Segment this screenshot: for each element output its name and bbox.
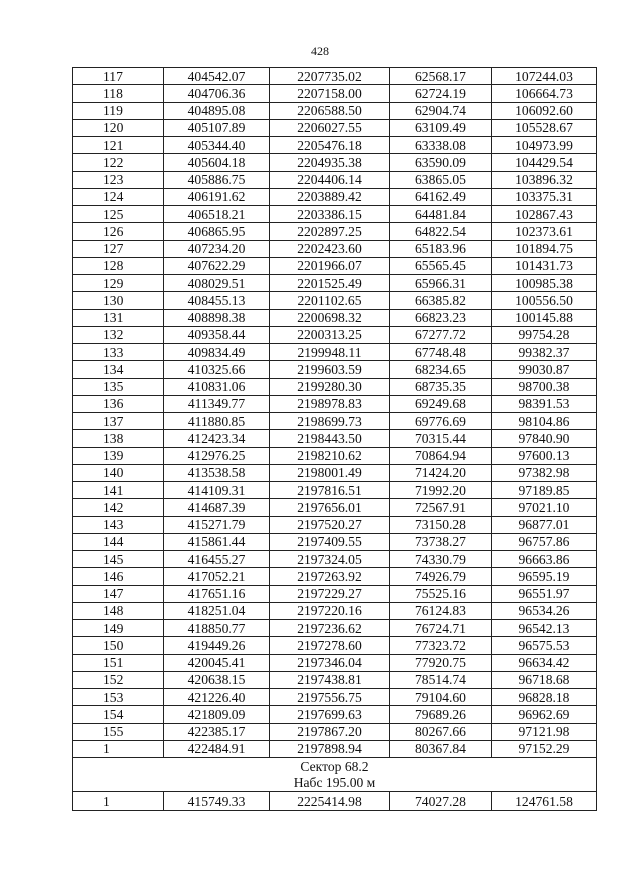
coordinate-cell: 414687.39 xyxy=(164,499,270,516)
table-row xyxy=(73,309,597,326)
coordinate-cell: 67277.72 xyxy=(390,326,492,343)
table-row xyxy=(73,585,597,602)
table-row xyxy=(73,378,597,395)
point-number-cell: 122 xyxy=(73,154,164,171)
coordinate-cell: 2197263.92 xyxy=(270,568,390,585)
coordinate-cell: 66385.82 xyxy=(390,292,492,309)
coordinate-cell: 418251.04 xyxy=(164,602,270,619)
point-number-cell: 144 xyxy=(73,533,164,550)
coordinate-cell: 98104.86 xyxy=(492,413,597,430)
coordinate-cell: 406191.62 xyxy=(164,188,270,205)
table-row xyxy=(73,447,597,464)
point-number-cell: 126 xyxy=(73,223,164,240)
point-number-cell: 1 xyxy=(73,792,164,811)
coordinate-cell: 77323.72 xyxy=(390,637,492,654)
coordinate-cell: 106664.73 xyxy=(492,85,597,102)
coordinate-cell: 404542.07 xyxy=(164,68,270,85)
section-header xyxy=(73,758,597,792)
coordinate-cell: 96828.18 xyxy=(492,689,597,706)
coordinate-cell: 96718.68 xyxy=(492,671,597,688)
point-number-cell: 131 xyxy=(73,309,164,326)
point-number-cell: 142 xyxy=(73,499,164,516)
coordinate-cell: 417651.16 xyxy=(164,585,270,602)
coordinate-cell: 107244.03 xyxy=(492,68,597,85)
coordinate-cell: 414109.31 xyxy=(164,482,270,499)
coordinate-cell: 2198699.73 xyxy=(270,413,390,430)
coordinate-cell: 2201102.65 xyxy=(270,292,390,309)
point-number-cell: 124 xyxy=(73,188,164,205)
coordinate-cell: 2197520.27 xyxy=(270,516,390,533)
table-row xyxy=(73,275,597,292)
coordinate-cell: 2197236.62 xyxy=(270,620,390,637)
coordinate-cell: 96534.26 xyxy=(492,602,597,619)
point-number-cell: 140 xyxy=(73,464,164,481)
coordinate-cell: 2202423.60 xyxy=(270,240,390,257)
point-number-cell: 148 xyxy=(73,602,164,619)
point-number-cell: 147 xyxy=(73,585,164,602)
coordinate-cell: 96551.97 xyxy=(492,585,597,602)
table-row xyxy=(73,137,597,154)
table-row xyxy=(73,568,597,585)
coordinate-cell: 408455.13 xyxy=(164,292,270,309)
table-row xyxy=(73,361,597,378)
coordinate-cell: 2198001.49 xyxy=(270,464,390,481)
coordinate-cell: 97121.98 xyxy=(492,723,597,740)
coordinate-cell: 96542.13 xyxy=(492,620,597,637)
coordinate-cell: 2207735.02 xyxy=(270,68,390,85)
coordinate-cell: 2203889.42 xyxy=(270,188,390,205)
coordinate-cell: 2197278.60 xyxy=(270,637,390,654)
coordinate-cell: 2200698.32 xyxy=(270,309,390,326)
coordinate-cell: 410325.66 xyxy=(164,361,270,378)
coordinate-cell: 66823.23 xyxy=(390,309,492,326)
coordinate-cell: 2199948.11 xyxy=(270,344,390,361)
coordinate-cell: 2198210.62 xyxy=(270,447,390,464)
coordinate-cell: 64481.84 xyxy=(390,206,492,223)
coordinate-cell: 417052.21 xyxy=(164,568,270,585)
section-subtitle: Набс 195.00 м xyxy=(293,774,376,790)
coordinate-cell: 69249.68 xyxy=(390,395,492,412)
coordinate-cell: 76124.83 xyxy=(390,602,492,619)
coordinate-cell: 70864.94 xyxy=(390,447,492,464)
table-row xyxy=(73,654,597,671)
coordinate-cell: 422385.17 xyxy=(164,723,270,740)
coordinate-cell: 72567.91 xyxy=(390,499,492,516)
point-number-cell: 149 xyxy=(73,620,164,637)
coordinate-cell: 103896.32 xyxy=(492,171,597,188)
coordinate-cell: 2204935.38 xyxy=(270,154,390,171)
coordinate-cell: 2206588.50 xyxy=(270,102,390,119)
coordinate-cell: 99030.87 xyxy=(492,361,597,378)
coordinate-cell: 419449.26 xyxy=(164,637,270,654)
point-number-cell: 134 xyxy=(73,361,164,378)
table-row xyxy=(73,326,597,343)
table-row xyxy=(73,740,597,757)
point-number-cell: 143 xyxy=(73,516,164,533)
table-row xyxy=(73,551,597,568)
point-number-cell: 127 xyxy=(73,240,164,257)
coordinate-cell: 415271.79 xyxy=(164,516,270,533)
coordinate-cell: 78514.74 xyxy=(390,671,492,688)
coordinate-cell: 70315.44 xyxy=(390,430,492,447)
coordinate-cell: 420638.15 xyxy=(164,671,270,688)
coordinate-cell: 98391.53 xyxy=(492,395,597,412)
coordinate-cell: 404895.08 xyxy=(164,102,270,119)
coordinate-cell: 411349.77 xyxy=(164,395,270,412)
coordinate-cell: 96595.19 xyxy=(492,568,597,585)
coordinate-cell: 64162.49 xyxy=(390,188,492,205)
coordinate-cell: 63109.49 xyxy=(390,119,492,136)
point-number-cell: 146 xyxy=(73,568,164,585)
coordinate-cell: 101431.73 xyxy=(492,257,597,274)
coordinate-cell: 2197816.51 xyxy=(270,482,390,499)
coordinate-cell: 96663.86 xyxy=(492,551,597,568)
coordinate-cell: 96575.53 xyxy=(492,637,597,654)
coordinate-cell: 2203386.15 xyxy=(270,206,390,223)
table-row xyxy=(73,240,597,257)
coordinate-cell: 63865.05 xyxy=(390,171,492,188)
coordinate-cell: 410831.06 xyxy=(164,378,270,395)
coordinate-cell: 407234.20 xyxy=(164,240,270,257)
coordinate-cell: 409834.49 xyxy=(164,344,270,361)
coordinate-cell: 96757.86 xyxy=(492,533,597,550)
point-number-cell: 121 xyxy=(73,137,164,154)
coordinate-cell: 62724.19 xyxy=(390,85,492,102)
coordinate-cell: 2199603.59 xyxy=(270,361,390,378)
point-number-cell: 154 xyxy=(73,706,164,723)
coordinate-cell: 421226.40 xyxy=(164,689,270,706)
coordinate-cell: 71424.20 xyxy=(390,464,492,481)
coordinate-cell: 124761.58 xyxy=(492,792,597,811)
point-number-cell: 145 xyxy=(73,551,164,568)
coordinate-cell: 2197656.01 xyxy=(270,499,390,516)
coordinate-cell: 74330.79 xyxy=(390,551,492,568)
coordinate-cell: 2198443.50 xyxy=(270,430,390,447)
point-number-cell: 136 xyxy=(73,395,164,412)
point-number-cell: 132 xyxy=(73,326,164,343)
coordinate-cell: 97600.13 xyxy=(492,447,597,464)
coordinate-cell: 75525.16 xyxy=(390,585,492,602)
point-number-cell: 120 xyxy=(73,119,164,136)
coordinate-cell: 69776.69 xyxy=(390,413,492,430)
coordinate-cell: 74926.79 xyxy=(390,568,492,585)
page-number: 428 xyxy=(311,44,329,58)
point-number-cell: 130 xyxy=(73,292,164,309)
coordinate-cell: 73150.28 xyxy=(390,516,492,533)
coordinate-cell: 65183.96 xyxy=(390,240,492,257)
coordinate-cell: 2206027.55 xyxy=(270,119,390,136)
point-number-cell: 137 xyxy=(73,413,164,430)
coordinate-cell: 104429.54 xyxy=(492,154,597,171)
table-row xyxy=(73,671,597,688)
coordinate-cell: 2197346.04 xyxy=(270,654,390,671)
coordinate-cell: 415861.44 xyxy=(164,533,270,550)
point-number-cell: 1 xyxy=(73,740,164,757)
coordinate-cell: 67748.48 xyxy=(390,344,492,361)
point-number-cell: 125 xyxy=(73,206,164,223)
coordinates-table xyxy=(72,67,597,811)
coordinate-cell: 71992.20 xyxy=(390,482,492,499)
table-row xyxy=(73,119,597,136)
table-row xyxy=(73,85,597,102)
coordinate-cell: 407622.29 xyxy=(164,257,270,274)
coordinate-cell: 406518.21 xyxy=(164,206,270,223)
coordinate-cell: 2201525.49 xyxy=(270,275,390,292)
coordinate-cell: 2225414.98 xyxy=(270,792,390,811)
coordinate-cell: 65565.45 xyxy=(390,257,492,274)
point-number-cell: 133 xyxy=(73,344,164,361)
coordinate-cell: 2197898.94 xyxy=(270,740,390,757)
coordinate-cell: 103375.31 xyxy=(492,188,597,205)
table-row xyxy=(73,188,597,205)
table-row xyxy=(73,223,597,240)
coordinate-cell: 64822.54 xyxy=(390,223,492,240)
coordinate-cell: 2204406.14 xyxy=(270,171,390,188)
point-number-cell: 129 xyxy=(73,275,164,292)
point-number-cell: 141 xyxy=(73,482,164,499)
table-row xyxy=(73,533,597,550)
coordinate-cell: 2207158.00 xyxy=(270,85,390,102)
table-row xyxy=(73,292,597,309)
coordinate-cell: 2197438.81 xyxy=(270,671,390,688)
table-row xyxy=(73,413,597,430)
coordinate-cell: 406865.95 xyxy=(164,223,270,240)
coordinate-cell: 80267.66 xyxy=(390,723,492,740)
coordinate-cell: 405604.18 xyxy=(164,154,270,171)
coordinate-cell: 420045.41 xyxy=(164,654,270,671)
coordinate-cell: 2201966.07 xyxy=(270,257,390,274)
point-number-cell: 135 xyxy=(73,378,164,395)
section-title: Сектор 68.2 xyxy=(300,758,369,774)
coordinate-cell: 412976.25 xyxy=(164,447,270,464)
coordinate-cell: 2197699.63 xyxy=(270,706,390,723)
table-row xyxy=(73,706,597,723)
coordinate-cell: 97382.98 xyxy=(492,464,597,481)
coordinate-cell: 2197220.16 xyxy=(270,602,390,619)
table-row xyxy=(73,723,597,740)
coordinate-cell: 68234.65 xyxy=(390,361,492,378)
coordinate-cell: 405107.89 xyxy=(164,119,270,136)
coordinate-cell: 2202897.25 xyxy=(270,223,390,240)
coordinate-cell: 102373.61 xyxy=(492,223,597,240)
coordinate-cell: 412423.34 xyxy=(164,430,270,447)
coordinate-cell: 2198978.83 xyxy=(270,395,390,412)
coordinates-table-body xyxy=(73,68,597,811)
coordinate-cell: 62568.17 xyxy=(390,68,492,85)
coordinate-cell: 100556.50 xyxy=(492,292,597,309)
table-row xyxy=(73,430,597,447)
coordinate-cell: 99382.37 xyxy=(492,344,597,361)
point-number-cell: 123 xyxy=(73,171,164,188)
coordinate-cell: 2197409.55 xyxy=(270,533,390,550)
point-number-cell: 119 xyxy=(73,102,164,119)
point-number-cell: 118 xyxy=(73,85,164,102)
coordinate-cell: 413538.58 xyxy=(164,464,270,481)
coordinate-cell: 2205476.18 xyxy=(270,137,390,154)
table-row xyxy=(73,792,597,811)
coordinate-cell: 102867.43 xyxy=(492,206,597,223)
table-row xyxy=(73,171,597,188)
coordinate-cell: 404706.36 xyxy=(164,85,270,102)
table-row xyxy=(73,482,597,499)
point-number-cell: 151 xyxy=(73,654,164,671)
table-row xyxy=(73,395,597,412)
coordinate-cell: 411880.85 xyxy=(164,413,270,430)
point-number-cell: 117 xyxy=(73,68,164,85)
table-row xyxy=(73,344,597,361)
coordinate-cell: 408029.51 xyxy=(164,275,270,292)
table-row xyxy=(73,516,597,533)
table-row xyxy=(73,68,597,85)
coordinate-cell: 100145.88 xyxy=(492,309,597,326)
coordinate-cell: 405344.40 xyxy=(164,137,270,154)
point-number-cell: 139 xyxy=(73,447,164,464)
table-row xyxy=(73,620,597,637)
coordinate-cell: 2197556.75 xyxy=(270,689,390,706)
table-row xyxy=(73,206,597,223)
point-number-cell: 152 xyxy=(73,671,164,688)
coordinate-cell: 97152.29 xyxy=(492,740,597,757)
coordinate-cell: 100985.38 xyxy=(492,275,597,292)
table-row xyxy=(73,154,597,171)
coordinate-cell: 405886.75 xyxy=(164,171,270,188)
point-number-cell: 138 xyxy=(73,430,164,447)
coordinate-cell: 63590.09 xyxy=(390,154,492,171)
coordinate-cell: 79689.26 xyxy=(390,706,492,723)
table-row xyxy=(73,689,597,706)
coordinate-cell: 2197324.05 xyxy=(270,551,390,568)
table-row xyxy=(73,257,597,274)
coordinate-cell: 96962.69 xyxy=(492,706,597,723)
section-header-row xyxy=(73,758,597,792)
coordinate-cell: 79104.60 xyxy=(390,689,492,706)
coordinate-cell: 101894.75 xyxy=(492,240,597,257)
coordinate-cell: 421809.09 xyxy=(164,706,270,723)
coordinate-cell: 2200313.25 xyxy=(270,326,390,343)
coordinate-cell: 105528.67 xyxy=(492,119,597,136)
table-row xyxy=(73,464,597,481)
coordinate-cell: 2197229.27 xyxy=(270,585,390,602)
coordinate-cell: 418850.77 xyxy=(164,620,270,637)
coordinate-cell: 96634.42 xyxy=(492,654,597,671)
coordinate-cell: 97189.85 xyxy=(492,482,597,499)
point-number-cell: 155 xyxy=(73,723,164,740)
coordinate-cell: 104973.99 xyxy=(492,137,597,154)
coordinate-cell: 2199280.30 xyxy=(270,378,390,395)
coordinate-cell: 74027.28 xyxy=(390,792,492,811)
coordinate-cell: 98700.38 xyxy=(492,378,597,395)
coordinate-cell: 65966.31 xyxy=(390,275,492,292)
coordinate-cell: 409358.44 xyxy=(164,326,270,343)
point-number-cell: 150 xyxy=(73,637,164,654)
coordinate-cell: 73738.27 xyxy=(390,533,492,550)
table-row xyxy=(73,602,597,619)
coordinate-cell: 408898.38 xyxy=(164,309,270,326)
coordinate-cell: 106092.60 xyxy=(492,102,597,119)
coordinate-cell: 422484.91 xyxy=(164,740,270,757)
table-row xyxy=(73,499,597,516)
table-row xyxy=(73,102,597,119)
coordinate-cell: 97840.90 xyxy=(492,430,597,447)
coordinate-cell: 99754.28 xyxy=(492,326,597,343)
coordinate-cell: 80367.84 xyxy=(390,740,492,757)
coordinate-cell: 77920.75 xyxy=(390,654,492,671)
coordinate-cell: 63338.08 xyxy=(390,137,492,154)
point-number-cell: 128 xyxy=(73,257,164,274)
coordinate-cell: 76724.71 xyxy=(390,620,492,637)
point-number-cell: 153 xyxy=(73,689,164,706)
coordinate-cell: 2197867.20 xyxy=(270,723,390,740)
coordinate-cell: 62904.74 xyxy=(390,102,492,119)
coordinate-cell: 96877.01 xyxy=(492,516,597,533)
coordinate-cell: 416455.27 xyxy=(164,551,270,568)
table-row xyxy=(73,637,597,654)
coordinate-cell: 68735.35 xyxy=(390,378,492,395)
coordinate-cell: 97021.10 xyxy=(492,499,597,516)
coordinate-cell: 415749.33 xyxy=(164,792,270,811)
